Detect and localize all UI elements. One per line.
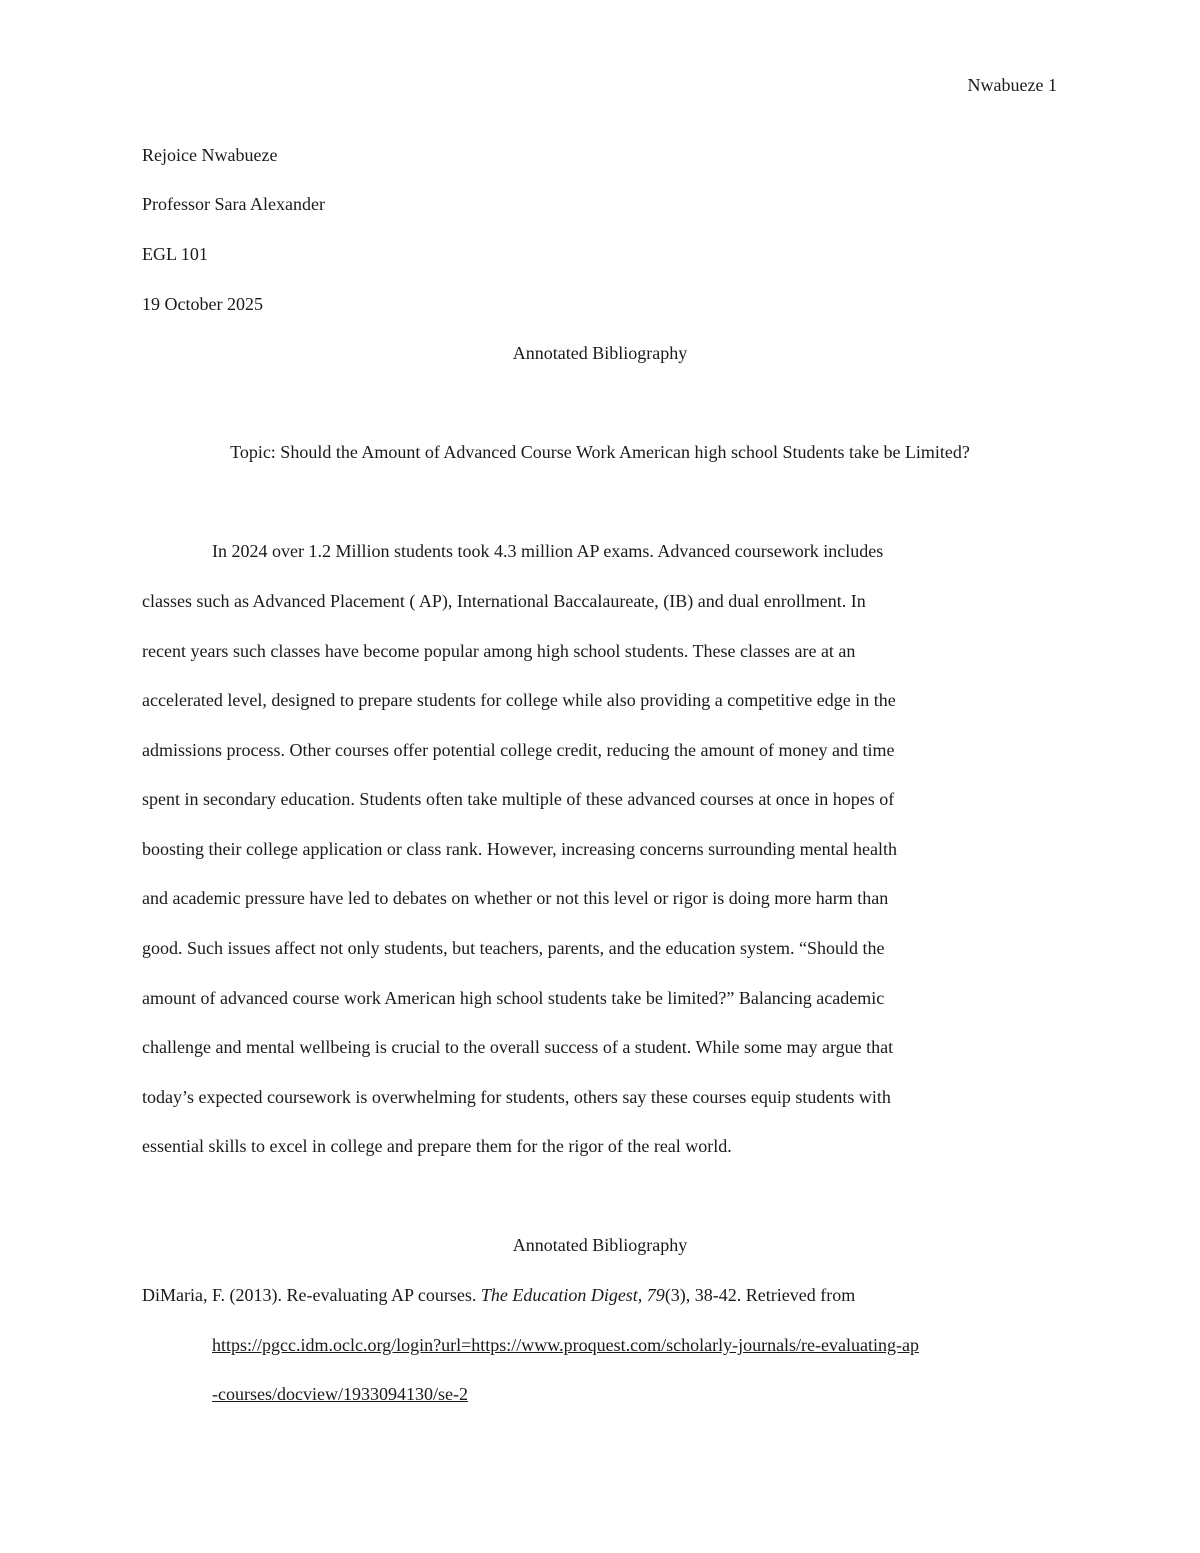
- professor-name: Professor Sara Alexander: [142, 194, 325, 214]
- paragraph-line: In 2024 over 1.2 Million students took 4.3 million AP exams. Advanced coursework includes: [212, 541, 884, 561]
- student-name: Rejoice Nwabueze: [142, 145, 278, 165]
- paragraph-line: recent years such classes have become popular among high school students. These classes are at an: [142, 641, 856, 661]
- paragraph-line: and academic pressure have led to debates on whether or not this level or rigor is doing more harm than: [142, 888, 889, 908]
- page-title: Annotated Bibliography: [512, 343, 688, 363]
- topic-line: Topic: Should the Amount of Advanced Course Work American high school Students take be Limited?: [230, 442, 970, 462]
- paragraph-line: spent in secondary education. Students often take multiple of these advanced courses at once in hopes of: [142, 789, 895, 809]
- paragraph-line: essential skills to excel in college and prepare them for the rigor of the real world.: [142, 1136, 732, 1156]
- paragraph-line: today’s expected coursework is overwhelming for students, others say these courses equip students with: [142, 1087, 891, 1107]
- running-head: Nwabueze 1: [967, 75, 1057, 95]
- paragraph-line: admissions process. Other courses offer potential college credit, reducing the amount of money and time: [142, 740, 895, 760]
- paragraph-line: boosting their college application or class rank. However, increasing concerns surrounding mental health: [142, 839, 898, 859]
- citation-url-link-part2[interactable]: -courses/docview/1933094130/se-2: [212, 1384, 468, 1404]
- paragraph-line: classes such as Advanced Placement ( AP), International Baccalaureate, (IB) and dual enrollment. In: [142, 591, 866, 611]
- paragraph-line: accelerated level, designed to prepare students for college while also providing a competitive edge in the: [142, 690, 896, 710]
- citation-journal: The Education Digest, 79: [480, 1285, 665, 1305]
- citation-url-line: [212, 1382, 468, 1406]
- paragraph-line: good. Such issues affect not only students, but teachers, parents, and the education system. “Should the: [142, 938, 885, 958]
- citation-issue-pages: (3), 38-42. Retrieved from: [664, 1285, 856, 1305]
- citation-prefix: DiMaria, F. (2013). Re-evaluating AP courses.: [142, 1285, 481, 1305]
- paragraph-line: amount of advanced course work American high school students take be limited?” Balancing academic: [142, 988, 885, 1008]
- citation-url-line: [212, 1333, 919, 1357]
- citation-url-link-part1[interactable]: https://pgcc.idm.oclc.org/login?url=https://www.proquest.com/scholarly-journals/re-evaluating-ap: [212, 1335, 919, 1355]
- date: 19 October 2025: [142, 294, 263, 314]
- citation-line: [142, 1283, 855, 1307]
- paragraph-line: challenge and mental wellbeing is crucial to the overall success of a student. While some may argue that: [142, 1037, 894, 1057]
- bibliography-title: Annotated Bibliography: [512, 1235, 688, 1255]
- course-name: EGL 101: [142, 244, 208, 264]
